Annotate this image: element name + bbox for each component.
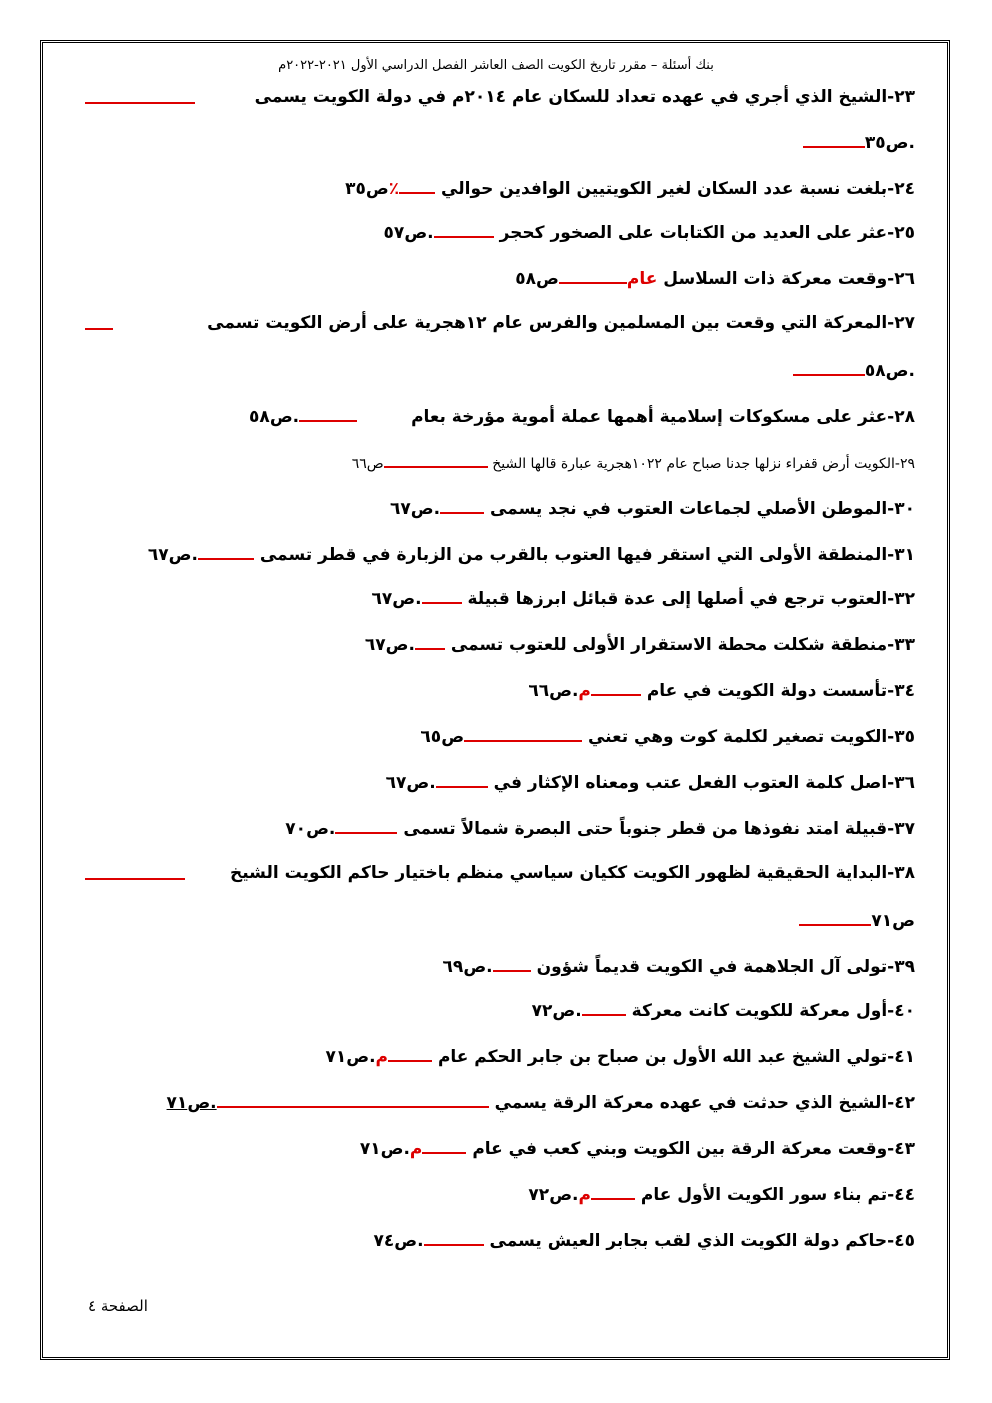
question-41: ٤١-تولي الشيخ عبد الله الأول بن صباح بن جابر الحكم عام م.ص٧١ — [325, 1042, 915, 1070]
question-40: ٤٠-أول معركة للكويت كانت معركة .ص٧٢ — [532, 996, 915, 1024]
answer-blank[interactable] — [85, 860, 185, 880]
answer-blank[interactable] — [591, 1180, 635, 1200]
answer-blank[interactable] — [198, 540, 254, 560]
question-32: ٣٢-العتوب ترجع في أصلها إلى عدة قبائل ابرزها قبيلة .ص٦٧ — [371, 584, 915, 612]
question-37: ٣٧-قبيلة امتد نفوذها من قطر جنوباً حتى البصرة شمالاً تسمى .ص٧٠ — [285, 814, 915, 842]
answer-blank[interactable] — [591, 676, 641, 696]
answer-blank[interactable] — [440, 494, 484, 514]
answer-blank[interactable] — [384, 448, 488, 468]
question-31: ٣١-المنطقة الأولى التي استقر فيها العتوب بالقرب من الزبارة في قطر تسمى .ص٦٧ — [148, 540, 915, 568]
answer-blank[interactable] — [85, 310, 113, 330]
question-27: ٢٧-المعركة التي وقعت بين المسلمين والفرس عام ١٢هجرية على أرض الكويت تسمى — [85, 310, 915, 336]
page-number: الصفحة ٤ — [88, 1297, 148, 1315]
question-36: ٣٦-اصل كلمة العتوب الفعل عتب ومعناه الإكثار في .ص٦٧ — [386, 768, 915, 796]
question-23-continuation: .ص٣٥ — [803, 128, 915, 156]
question-38-continuation: ص٧١ — [799, 906, 915, 934]
question-44: ٤٤-تم بناء سور الكويت الأول عام م.ص٧٢ — [528, 1180, 915, 1208]
answer-blank[interactable] — [559, 264, 627, 284]
question-45: ٤٥-حاكم دولة الكويت الذي لقب بجابر العيش يسمى .ص٧٤ — [374, 1226, 916, 1254]
answer-blank[interactable] — [388, 1042, 432, 1062]
question-42: ٤٢-الشيخ الذي حدثت في عهده معركة الرقة يسمي .ص٧١ — [167, 1088, 915, 1116]
answer-blank[interactable] — [582, 996, 626, 1016]
question-35: ٣٥-الكويت تصغير لكلمة كوت وهي تعني ص٦٥ — [420, 722, 915, 750]
question-39: ٣٩-تولى آل الجلاهمة في الكويت قديماً شؤون .ص٦٩ — [443, 952, 915, 980]
question-28: ٢٨-عثر على مسكوكات إسلامية أهمها عملة أموية مؤرخة بعام .ص٥٨ — [249, 402, 915, 430]
question-33: ٣٣-منطقة شكلت محطة الاستقرار الأولى للعتوب تسمى .ص٦٧ — [365, 630, 915, 658]
question-43: ٤٣-وقعت معركة الرقة بين الكويت وبني كعب في عام م.ص٧١ — [360, 1134, 915, 1162]
question-34: ٣٤-تأسست دولة الكويت في عام م.ص٦٦ — [528, 676, 915, 704]
answer-blank[interactable] — [436, 768, 488, 788]
answer-blank[interactable] — [217, 1088, 489, 1108]
question-24: ٢٤-بلغت نسبة عدد السكان لغير الكويتيين الوافدين حوالي ٪ص٣٥ — [345, 174, 915, 202]
answer-blank[interactable] — [803, 128, 865, 148]
question-27-continuation: .ص٥٨ — [793, 356, 915, 384]
answer-blank[interactable] — [493, 952, 531, 972]
answer-blank[interactable] — [799, 906, 871, 926]
answer-blank[interactable] — [335, 814, 397, 834]
answer-blank[interactable] — [424, 1226, 484, 1246]
question-38: ٣٨-البداية الحقيقية لظهور الكويت ككيان سياسي منظم باختيار حاكم الكويت الشيخ — [85, 860, 915, 886]
page-header: بنك أسئلة – مقرر تاريخ الكويت الصف العاشر الفصل الدراسي الأول ٢٠٢١-٢٠٢٢م — [278, 58, 714, 73]
answer-blank[interactable] — [793, 356, 865, 376]
question-23: ٢٣-الشيخ الذي أجري في عهده تعداد للسكان عام ٢٠١٤م في دولة الكويت يسمى — [85, 84, 915, 110]
answer-blank[interactable] — [415, 630, 445, 650]
answer-blank[interactable] — [399, 174, 435, 194]
answer-blank[interactable] — [422, 1134, 466, 1154]
answer-blank[interactable] — [464, 722, 582, 742]
question-25: ٢٥-عثر على العديد من الكتابات على الصخور كحجر .ص٥٧ — [384, 218, 915, 246]
question-29: ٢٩-الكويت أرض قفراء نزلها جدنا صباح عام ١٠٢٢هجرية عبارة قالها الشيخ ص٦٦ — [352, 448, 915, 477]
question-30: ٣٠-الموطن الأصلي لجماعات العتوب في نجد يسمى .ص٦٧ — [390, 494, 915, 522]
answer-blank[interactable] — [85, 84, 195, 104]
answer-blank[interactable] — [299, 402, 357, 422]
question-26: ٢٦-وقعت معركة ذات السلاسل عامص٥٨ — [515, 264, 915, 292]
answer-blank[interactable] — [422, 584, 462, 604]
answer-blank[interactable] — [434, 218, 494, 238]
